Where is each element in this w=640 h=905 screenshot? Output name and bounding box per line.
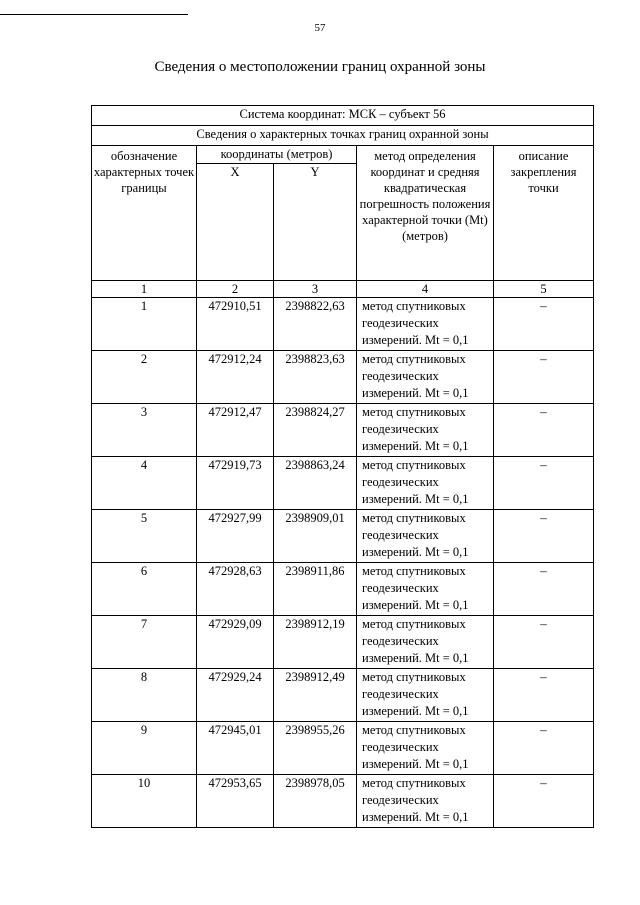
point-designation: 6 [92, 563, 197, 616]
x-coordinate: 472929,24 [197, 669, 274, 722]
method-line: метод спутниковых [362, 564, 466, 578]
method-line: геодезических [362, 740, 439, 754]
designation-header: обозначение характерных точек границы [92, 146, 197, 281]
point-description: – [494, 722, 594, 775]
boundary-points-table [91, 105, 594, 828]
method-cell [357, 298, 494, 351]
point-description: – [494, 510, 594, 563]
method-line: измерений. Mt = 0,1 [362, 333, 469, 347]
x-coordinate: 472912,47 [197, 404, 274, 457]
column-number: 2 [197, 281, 274, 298]
section-heading: Сведения о характерных точках границ охранной зоны [92, 126, 594, 146]
x-coordinate: 472910,51 [197, 298, 274, 351]
page-number: 57 [314, 22, 326, 34]
table-row [92, 351, 594, 404]
method-cell [357, 563, 494, 616]
method-line: метод спутниковых [362, 352, 466, 366]
y-coordinate: 2398909,01 [274, 510, 357, 563]
column-number: 3 [274, 281, 357, 298]
coordinate-system-header: Система координат: МСК – субъект 56 [92, 106, 594, 126]
point-description: – [494, 616, 594, 669]
method-line: измерений. Mt = 0,1 [362, 545, 469, 559]
method-line: метод спутниковых [362, 405, 466, 419]
method-line: геодезических [362, 369, 439, 383]
method-line: измерений. Mt = 0,1 [362, 386, 469, 400]
method-cell [357, 510, 494, 563]
coordinates-header: координаты (метров) [197, 146, 357, 164]
method-line: геодезических [362, 422, 439, 436]
method-line: геодезических [362, 687, 439, 701]
point-description: – [494, 351, 594, 404]
x-coordinate: 472919,73 [197, 457, 274, 510]
table-row [92, 775, 594, 828]
point-designation: 1 [92, 298, 197, 351]
top-rule [0, 14, 188, 15]
method-line: геодезических [362, 793, 439, 807]
point-designation: 10 [92, 775, 197, 828]
description-header: описание закрепления точки [494, 146, 594, 281]
method-line: измерений. Mt = 0,1 [362, 704, 469, 718]
x-coordinate: 472927,99 [197, 510, 274, 563]
y-header: Y [274, 164, 357, 281]
method-line: измерений. Mt = 0,1 [362, 492, 469, 506]
y-coordinate: 2398824,27 [274, 404, 357, 457]
table-row [92, 510, 594, 563]
method-cell [357, 457, 494, 510]
method-header: метод определения координат и средняя квадратическая погрешность положения характерной точки (Mt) (метров) [357, 146, 494, 281]
method-line: измерений. Mt = 0,1 [362, 810, 469, 824]
x-coordinate: 472953,65 [197, 775, 274, 828]
method-line: метод спутниковых [362, 723, 466, 737]
method-line: геодезических [362, 316, 439, 330]
x-coordinate: 472928,63 [197, 563, 274, 616]
point-description: – [494, 457, 594, 510]
y-coordinate: 2398863,24 [274, 457, 357, 510]
method-line: метод спутниковых [362, 617, 466, 631]
column-number: 1 [92, 281, 197, 298]
table-row [92, 457, 594, 510]
point-designation: 3 [92, 404, 197, 457]
x-coordinate: 472945,01 [197, 722, 274, 775]
method-line: метод спутниковых [362, 458, 466, 472]
y-coordinate: 2398822,63 [274, 298, 357, 351]
method-line: измерений. Mt = 0,1 [362, 439, 469, 453]
point-description: – [494, 404, 594, 457]
table-row [92, 298, 594, 351]
y-coordinate: 2398912,49 [274, 669, 357, 722]
method-line: геодезических [362, 528, 439, 542]
method-line: измерений. Mt = 0,1 [362, 598, 469, 612]
x-header: X [197, 164, 274, 281]
table-row [92, 722, 594, 775]
method-line: геодезических [362, 475, 439, 489]
table-row [92, 616, 594, 669]
y-coordinate: 2398912,19 [274, 616, 357, 669]
table-row [92, 563, 594, 616]
method-line: метод спутниковых [362, 511, 466, 525]
method-cell [357, 616, 494, 669]
y-coordinate: 2398978,05 [274, 775, 357, 828]
point-designation: 8 [92, 669, 197, 722]
method-line: геодезических [362, 634, 439, 648]
point-description: – [494, 563, 594, 616]
method-cell [357, 775, 494, 828]
point-designation: 9 [92, 722, 197, 775]
point-designation: 2 [92, 351, 197, 404]
method-line: измерений. Mt = 0,1 [362, 651, 469, 665]
point-designation: 5 [92, 510, 197, 563]
table-row [92, 669, 594, 722]
method-line: метод спутниковых [362, 776, 466, 790]
y-coordinate: 2398911,86 [274, 563, 357, 616]
column-number: 4 [357, 281, 494, 298]
document-title: Сведения о местоположении границ охранной зоны [154, 59, 486, 75]
method-line: геодезических [362, 581, 439, 595]
method-cell [357, 351, 494, 404]
method-line: метод спутниковых [362, 299, 466, 313]
point-designation: 4 [92, 457, 197, 510]
point-designation: 7 [92, 616, 197, 669]
y-coordinate: 2398955,26 [274, 722, 357, 775]
x-coordinate: 472912,24 [197, 351, 274, 404]
point-description: – [494, 298, 594, 351]
y-coordinate: 2398823,63 [274, 351, 357, 404]
method-cell [357, 669, 494, 722]
column-number: 5 [494, 281, 594, 298]
x-coordinate: 472929,09 [197, 616, 274, 669]
table-row [92, 404, 594, 457]
method-cell [357, 404, 494, 457]
method-cell [357, 722, 494, 775]
point-description: – [494, 669, 594, 722]
point-description: – [494, 775, 594, 828]
method-line: метод спутниковых [362, 670, 466, 684]
method-line: измерений. Mt = 0,1 [362, 757, 469, 771]
